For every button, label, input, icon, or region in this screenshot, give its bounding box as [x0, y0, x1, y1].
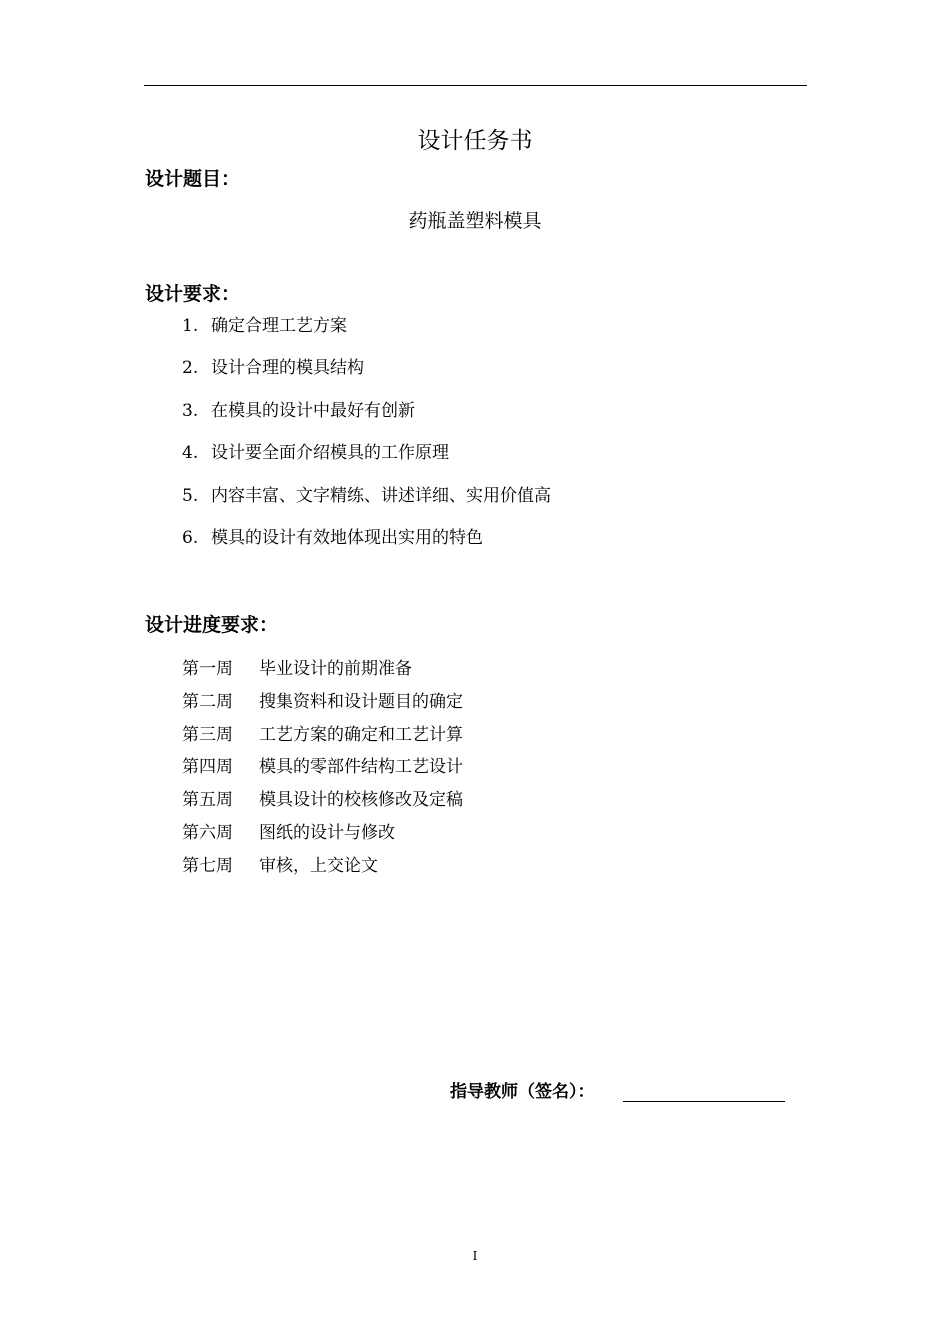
signature-line — [623, 1101, 785, 1102]
list-item-number: 6. — [182, 527, 199, 548]
schedule-list — [182, 656, 463, 886]
schedule-row — [182, 689, 463, 722]
list-item-number: 2. — [182, 358, 199, 379]
topic-heading: 设计题目： — [145, 168, 241, 190]
design-topic: 药瓶盖塑料模具 — [408, 210, 542, 232]
list-item-text: 设计要全面介绍模具的工作原理 — [211, 443, 449, 464]
schedule-task: 图纸的设计与修改 — [259, 822, 395, 843]
list-item — [182, 313, 551, 355]
schedule-task: 毕业设计的前期准备 — [259, 659, 412, 679]
list-item — [182, 355, 551, 397]
schedule-task: 搜集资料和设计题目的确定 — [259, 691, 463, 712]
list-item — [182, 398, 551, 440]
schedule-week: 第五周 — [182, 790, 233, 811]
schedule-row — [182, 722, 463, 755]
page-number: I — [472, 1249, 478, 1263]
schedule-row — [182, 820, 463, 853]
schedule-week: 第二周 — [182, 691, 233, 712]
list-item — [182, 483, 551, 525]
signature-label: 指导教师（签名）： — [450, 1082, 595, 1102]
list-item-number: 4. — [182, 443, 199, 464]
requirements-heading: 设计要求： — [145, 283, 241, 305]
schedule-week: 第六周 — [182, 822, 233, 843]
list-item — [182, 525, 551, 567]
list-item-text: 内容丰富、文字精练、讲述详细、实用价值高 — [211, 485, 551, 506]
list-item-number: 1. — [182, 316, 199, 336]
schedule-row — [182, 656, 463, 689]
list-item — [182, 440, 551, 482]
schedule-task: 审核，上交论文 — [259, 855, 378, 876]
schedule-task: 工艺方案的确定和工艺计算 — [259, 724, 463, 745]
schedule-row — [182, 754, 463, 787]
header-rule — [144, 85, 807, 86]
schedule-row — [182, 787, 463, 820]
schedule-week: 第七周 — [182, 855, 233, 876]
list-item-text: 在模具的设计中最好有创新 — [211, 400, 415, 421]
document-title: 设计任务书 — [417, 128, 533, 154]
schedule-heading: 设计进度要求： — [145, 614, 279, 636]
list-item-text: 设计合理的模具结构 — [211, 358, 364, 379]
schedule-task: 模具设计的校核修改及定稿 — [259, 790, 463, 811]
schedule-week: 第三周 — [182, 724, 233, 745]
schedule-task: 模具的零部件结构工艺设计 — [259, 757, 463, 778]
list-item-text: 确定合理工艺方案 — [211, 316, 347, 336]
list-item-number: 3. — [182, 400, 199, 421]
list-item-text: 模具的设计有效地体现出实用的特色 — [211, 527, 483, 548]
schedule-week: 第四周 — [182, 757, 233, 778]
schedule-week: 第一周 — [182, 659, 233, 679]
requirements-list — [182, 313, 551, 567]
schedule-row — [182, 853, 463, 886]
list-item-number: 5. — [182, 485, 199, 506]
